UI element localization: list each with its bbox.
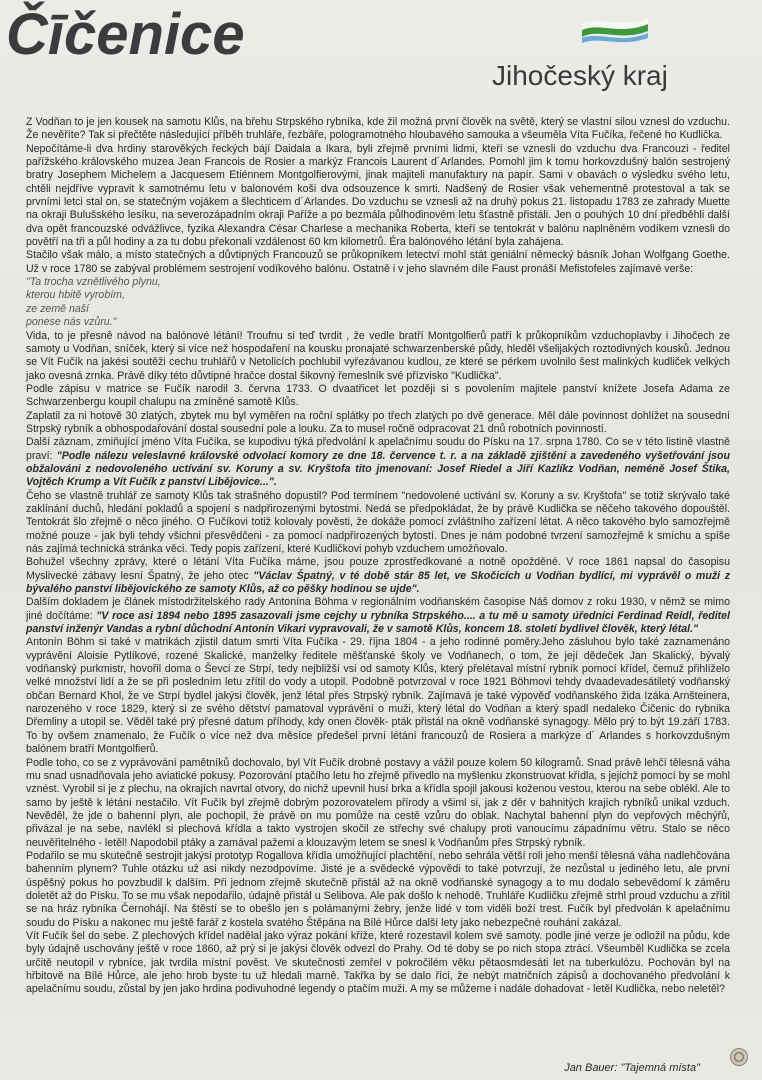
paragraph <box>26 596 730 636</box>
poem-quote <box>26 276 730 329</box>
paragraph-text: Další záznam, zmiňující jméno Víta Fučíka, se kupodivu týká předvolání k apelačnímu soudu do Písku na 17. srpna 1780. Co se v této listině vlastně praví: <box>26 436 730 462</box>
paragraph: Čeho se vlastně truhlář ze samoty Klůs tak strašného dopustil? Pod termínem "nedovolené uctívání sv. Koruny a sv. Kryštofa" se totiž skrývalo také zaklínání duchů, hledání pokladů a spojení s nadpřirozenými bytostmi. Nedá se předpokládat, že by právě Kudlička se něčeho takového dopouštěl. Tentokrát šlo zřejmě o něco jiného. O Fučíkovi totiž kolovaly pověsti, že dokáže pomocí zvláštního zařízení létat. A něco takového bylo samozřejmě možné pouze - jak byli tehdy všichni přesvědčeni - za pomocí nadpřirozených bytostí. Dnes je nám podobné tvrzení samozřejmě k smíchu a spíše nás zajímá technická stránka věci. Tedy popis zařízení, které Kudličkovi pohyb vzduchem umožňovalo. <box>26 489 730 555</box>
paragraph: Podle toho, co se z vyprávování pamětníků dochovalo, byl Vít Fučík drobné postavy a vážil pouze kolem 50 kilogramů. Snad právě lehčí tělesná váha mu snad usnadňovala jeho aviatické pokusy. Pozorování ptačího letu ho zřejmě přivedlo na myšlenku zkonstruovat křídla, s jejichž pomocí by se mohl vznést. Vyrobil si je z plechu, na okrajích navrtal otvory, do nichž upevnil husí brka a křídla spojil jakousi koženou vestou, kterou na sebe oblékl. Ale to samo by ještě k létání nestačilo. Vít Fučík byl zřejmě dobrým pozorovatelem přírody a všiml si, jak z děr v bahnitých krajích rybníků unikal vzduch. Nevěděl, že jde o bahenní plyn, ale pochopil, že právě on mu pomůže na cestě vzůru do oblak. Nachytal bahenní plyn do vepřových měchýřů, přivázal je na sebe, navlékl si plechová křídla a takto vystrojen skočil ze střechy své chalupy proti vanoucímu západnímu větru. Stalo se něco neuvěřitelného - letěl! Napodobil ptáky a zamával pažemi a klouzavým letem se snesl k Vodňanům přes Strpský rybník. <box>26 756 730 849</box>
snail-icon <box>730 1048 748 1066</box>
poem-line: ponese nás vzůru." <box>26 316 117 329</box>
paragraph: Stačilo však málo, a místo statečných a důvtipných Francouzů se průkopníkem letectví mohl stát geniální německý básník Johan Wolfgang Goethe. Už v roce 1780 se zabýval problémem sestrojení vodíkového balónu. Ostatně i v jeho slavném díle Faust pronáší Mefistofeles zajímavé verše: <box>26 249 730 275</box>
court-quote: "Podle nálezu veleslavné královské odvolací komory ze dne 18. července t. r. a na základě zjištění a zavedeného vyšetřování jsou obžalováni z nedovoleného uctívání sv. Koruny a sv. Kryštofa tito jmenovaní: Josef Riedel a Jiří Kazlíkz Vodňan, neméně Josef Štika, Vojtěch Krump a Vít Fučík z panství Libějovice...". <box>26 449 730 489</box>
paragraph: Podařilo se mu skutečně sestrojit jakýsi prototyp Rogallova křídla umožňující plachtění, nebo sehrála větší roli jeho menší tělesná váha nadlehčována bahenním plynem? Tuhle otázku už asi nikdy nezodpovíme. Jisté je a svědecké výpovědi to také potvrzují, že nezůstal u jediného letu, ale první úspěšný pokus ho povzbudil k dalším. Při jednom zřejmě skutečně přistál až na okně vodňanské synagogy a to mu dodalo sebevědomí k záměru doletět až do Písku. To se mu však nepodařilo, údajně přistál u Selibova. Ale pak došlo k nehodě. Truhláře Kudličku zřejmě strhl proud vzduchu a zřítil se na hráz rybníka Černohájí. Na štěstí se to obešlo jen s polámanými žebry, jenže lidé v tom viděli boží trest. Fučík byl předvolán k apelačnímu soudu do Písku a nakonec mu ještě farář z kostela svatého Štěpána na Bílé Hůrce další lety jako nebezpečné rouhání zakázal. <box>26 849 730 929</box>
paragraph: Nepočítáme-li dva hrdiny starověkých řeckých bájí Daidala a Ikara, byli zřejmě prvními lidmi, kteří se vznesli do vzduchu dva Francouzi - ředitel pařížského královského muzea Jean Francois de Rosier a markýz Francois Laurent d´Arlandes. Pomohl jim k tomu horkovzdušný balón sestrojený bratry Josephem Michelem a Jacquesem Etiénnem Montgolfierovými, jinak majiteli manufaktury na papír. Sami v obavách o výsledku svého letu, chtěli nejdříve vypravit k samotnému letu v balonovém koši dva odsouzence k smrti. Nadšený de Rosier však vehementně protestoval a tak se prvními letci stal on, se statečným vojákem a šlechticem d´Arlandes. Do vzduchu se vznesli až na druhý pokus 21. listopadu 1783 ze zahrady Muette na okraji Bulušského lesíku, na severozápadním okraji Paříže a po bezmála půlhodinovém letu šťastně přistáli. Jen o pouhých 10 dní předběhli další dva opět francouzské odvážlivce, fyzika Alexandra César Charlese a mechanika Roberta, kteří se tentokrát v balónu naplněném vodíkem vznesli do povětří na tři a půl hodiny a za tu dobu překonali vzdálenost 60 km kilometrů. Éra balónového létání byla zahájena. <box>26 142 730 249</box>
region-name: Jihočeský kraj <box>492 60 668 91</box>
header <box>0 0 762 110</box>
paragraph <box>26 436 730 489</box>
region-logo <box>492 18 722 103</box>
paragraph: Vít Fučík šel do sebe. Z plechových křídel nadělal jako výraz pokání kříže, které rozestavil kolem své samoty. podle jiné verze je odložil na půdu, kde byly údajně uschovány ještě v roce 1860, až prý si je jakýsi člověk odvezl do Prahy. Od té doby se po nich stopa ztrácí. Všeumběl Kudlička se zcela určitě neutopil v rybníce, jak tvrdila místní pověst. Ve skutečnosti zemřel v pokročilém věku pětaosmdesáti let na tuberkulózu. Pochován byl na hřbitově na Bílé Hůrce, ale jeho hrob byste tu už hledali marně. Takřka by se dalo říci, že nebýt matričních zápisů a dochovaného předvolání k apelačnímu soudu, zůstal by jen jako hrdina podivuhodné legendy o ptačím muži. A my se můžeme i nadále dohadovat - letěl Kudlička, nebo neletěl? <box>26 929 730 996</box>
bohm-quote: "V roce asi 1894 nebo 1895 zasazovali jsme cejchy u rybníka Strpského.... a tu mě u samoty úředníci Ferdinad Reidl, ředitel panství inženýr Vandas a rybní důchodní Antonín Vikari vypravovali, že v samotě Klůs, koncem 18. století bydlivel člověk, který létal." <box>26 609 730 636</box>
region-flag-icon <box>580 18 650 48</box>
paragraph <box>26 556 730 596</box>
paragraph-text: Dalším dokladem je článek místodržitelského rady Antonína Böhma v regionálním vodňanském časopise Náš domov z roku 1930, v němž se mimo jiné dočítáme: <box>26 596 730 622</box>
paragraph: Antonín Böhm si také v matrikách zjistil datum smrti Víta Fučíka - 29. října 1804 - a jeho rodinné poměry.Jeho zásluhou bylo také zaznamenáno vyprávění Aloisie Pytlíkové, rozené Skalické, manželky ředitele měšťanské školy ve Vodňanech, o tom, že její dědeček Jan Skalický, bývalý vodňanský purkmistr, hovořil doma o Ševci ze Strpí, tedy nejbližší vsi od samoty Klůs, který přelétaval místní rybník pomocí křídel, čemuž přihlíželo velké množství lidí a že se při posledním letu zřítil do vody a utopil. Podobně potvrzoval v roce 1921 Böhmovi tehdy dvaadevadesátiletý vodňanský občan Bernard Khol, že ve Strpí bydlel jakýsi člověk, jenž létal přes Strpský rybník. Zajímavá je také výpověď vodňanského žida Izáka Arnšteinera, narozeného v roce 1829, který si ze svého dětství pamatoval vyprávění o muži, který létal do Vodňan a který spadl nedaleko Čičenic do rybníka Dřemliny a utopil se. Věděl také prý přesné datum příhody, kdy onen člověk- pták přistál na okně vodňanské synagogy. Mělo prý to být 19.září 1783. To by ovšem znamenalo, že Fučík o více než dva měsíce předešel první létání francouzů de Rosiera a markýze d´ Arlandes s horkovzdušným balónem bratří Montgolfierů. <box>26 636 730 756</box>
paragraph-text: Bohužel všechny zprávy, které o létání Víta Fučíka máme, jsou pouze zprostředkované a notně opožděné. V roce 1861 napsal do časopisu Myslivecké zábavy lesní Špatný, že jeho otec <box>26 556 730 582</box>
source-attribution: Jan Bauer: "Tajemná místa" <box>564 1062 700 1074</box>
paragraph: Vida, to je přesně návod na balónové létání! Troufnu si teď tvrdit , že vedle bratří Montgolfierů patří k průkopníkům vzduchoplavby i Jihočech ze samoty u Vodňan, sníček, který si více než hospodaření na kousku pronajaté schwarzenberské půdy, hleděl všelijakých roztodivných kousků. Jednou se Vít Fučík na jakési soutěži cechu truhlářů v Netolicích pochlubil vyřezávanou kudlou, ze které se pérkem uvolnilo šest malinkých kudliček velkých jako ovesná zrnka. Právě díky této důvtipné hračce dostal šikovný řemeslník své přízvisko "Kudlička". <box>26 329 730 382</box>
poem-line: "Ta trocha vznětlivého plynu, <box>26 276 161 289</box>
page-title: Čīčenice <box>6 2 245 67</box>
spatny-quote: "Václav Špatný, v té době stár 85 let, ve Skočicích u Vodňan bydlící, mi vyprávěl o muži z bývalého panství libějovického ze samoty Klůs, až co pěšky hodinou se ujde". <box>26 569 730 596</box>
paragraph: Podle zápisu v matrice se Fučík narodil 3. června 1733. O dvaatřicet let později si s povolením majitele panství knížete Josefa Adama ze Schwarzenbergu koupil chalupu na zmíněné samotě Klůs. <box>26 382 730 409</box>
paragraph: Zaplatil za ni hotově 30 zlatých, zbytek mu byl vyměřen na roční splátky po třech zlatých po dvě generace. Měl dále povinnost dohlížet na sousední Strpský rybník a obhospodařování dostal sousední pole a louku. Za to musel ročně odpracovat 21 dnů robotních povinností. <box>26 409 730 435</box>
poem-line: kterou hbitě vyrobím, <box>26 289 125 302</box>
article-body <box>26 116 730 997</box>
poem-line: ze země naší <box>26 302 90 315</box>
paragraph: Z Vodňan to je jen kousek na samotu Klůs, na břehu Strpského rybníka, kde žil možná první člověk na světě, který se vlastní silou vznesl do vzduchu. Že nevěříte? Tak si přečtěte následující příběh truhláře, řezbáře, pologramotného hloubavého samouka a všeuměla Víta Fučíka, řečené ho Kudlička. <box>26 116 730 142</box>
